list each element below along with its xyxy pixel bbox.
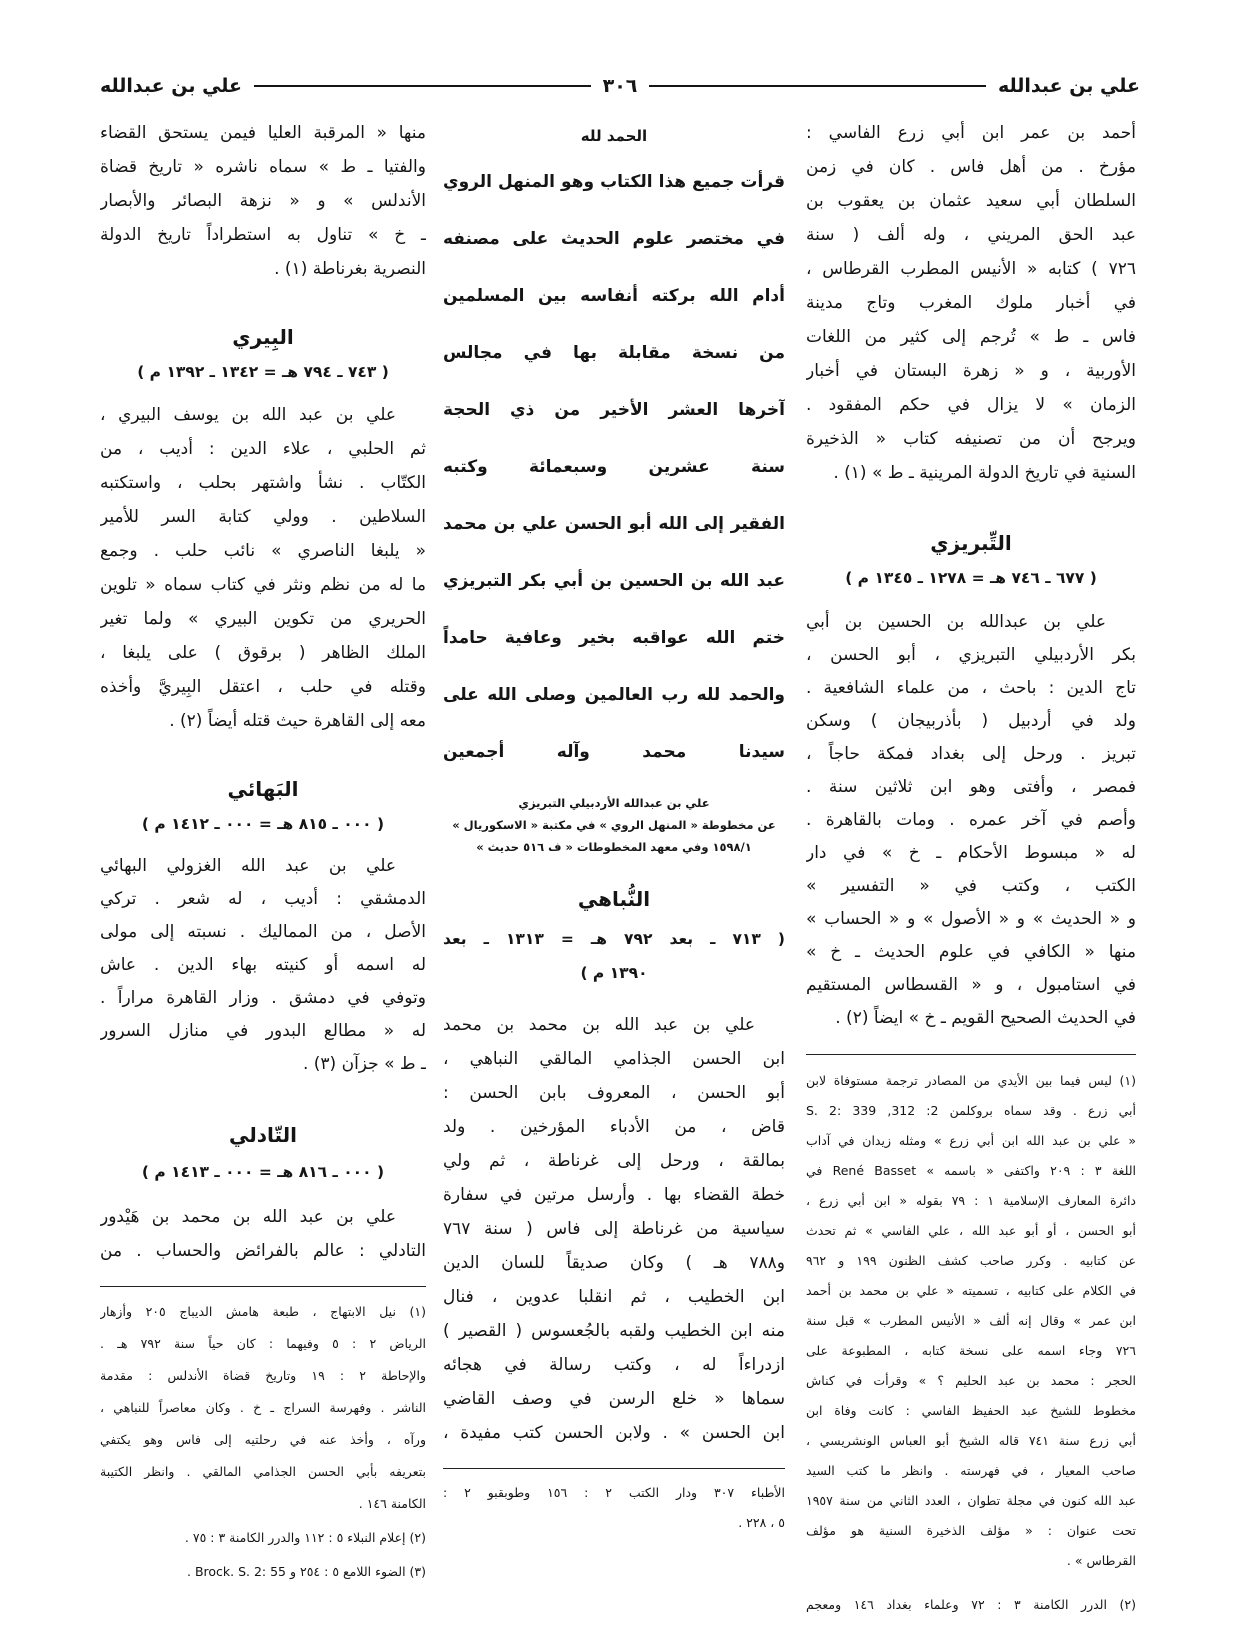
- text-line: ـ ط » جزآن (٣) .: [302, 1054, 426, 1074]
- entry-dates-bahai: ( ٠٠٠ ـ ٨١٥ هـ = ٠٠٠ ـ ١٤١٢ م ): [141, 815, 385, 833]
- text-line: السنية في تاريخ الدولة المرينية ـ ط » (١) .: [833, 463, 1136, 483]
- text-line: مخطوط للشيخ عبد الحفيظ الفاسي : كانت وفاة ابن: [806, 1403, 1136, 1418]
- text-line: سماها « خلع الرسن في وصف القاضي: [443, 1389, 785, 1409]
- text-line: بكر الأردبيلي التبريزي ، أبو الحسن ،: [806, 645, 1136, 665]
- text-line: ـ خ » تناول به استطراداً تاريخ الدولة: [100, 225, 426, 245]
- text-line: معه إلى القاهرة حيث قتله أيضاً (٢) .: [169, 711, 426, 731]
- text-line: الناشر . وفهرسة السراج ـ خ . وكان معاصراً للنباهي ،: [100, 1400, 426, 1415]
- text-line: من نسخة مقابلة بها في مجالس: [443, 343, 785, 363]
- footnote-1: [806, 1066, 1136, 1576]
- text-line: النصرية بغرناطة (١) .: [274, 259, 426, 279]
- text-line: أحمد بن عمر ابن أبي زرع الفاسي :: [806, 123, 1136, 143]
- text-line: دائرة المعارف الإسلامية ١ : ٧٩ بقوله « ابن أبي زرع ،: [806, 1193, 1136, 1208]
- entry-continuation-nubahi: [100, 116, 426, 286]
- running-header-left-title: علي بن عبدالله: [99, 75, 243, 97]
- text-line: والفتيا ـ ط » سماه ناشره « تاريخ قضاة: [100, 157, 426, 177]
- footnote-2: [806, 1590, 1136, 1620]
- footnote-2: [100, 1522, 426, 1554]
- text-line: (١) ليس فيما بين الأيدي من المصادر ترجمة مستوفاة لابن: [806, 1073, 1136, 1088]
- text-line: الأندلس » و « نزهة البصائر والأبصار: [100, 191, 426, 211]
- text-line: (٣) الضوء اللامع ٥ : ٢٥٤ و Brock. S. 2: 55 .: [186, 1564, 426, 1579]
- text-line: وقتله في حلب ، اعتقل البِيريَّ وأخذه: [100, 677, 426, 697]
- text-line: سنة عشرين وسبعمائة وكتبه: [443, 457, 785, 477]
- text-line: عبد الحق المريني ، وله ألف ( سنة: [806, 225, 1136, 245]
- text-line: (٢) الدرر الكامنة ٣ : ٧٢ وعلماء بغداد ١٤٦ ومعجم: [806, 1597, 1136, 1612]
- text-line: في أخبار ملوك المغرب وتاج مدينة: [806, 293, 1136, 313]
- text-line: وأصم في آخر عمره . ومات بالقاهرة .: [806, 810, 1136, 830]
- entry-dates-tadili: ( ٠٠٠ ـ ٨١٦ هـ = ٠٠٠ ـ ١٤١٣ م ): [141, 1163, 385, 1181]
- entry-body-tadili: [100, 1200, 426, 1268]
- text-line: له « مطالع البدور في منازل السرور: [100, 1021, 426, 1041]
- text-line: تبريز . ورحل إلى بغداد فمكة حاجاً ،: [806, 744, 1136, 764]
- entry-heading-nubahi: النُّباهي: [577, 887, 651, 911]
- text-line: قاض ، من الأدباء المؤرخين . ولد: [443, 1117, 785, 1137]
- running-header-right-title: علي بن عبدالله: [997, 75, 1140, 97]
- text-line: في الحديث الصحيح القويم ـ خ » ايضاً (٢) .: [835, 1008, 1136, 1028]
- text-line: الدمشقي : أديب ، له شعر . تركي: [100, 889, 426, 909]
- footnote-separator: [443, 1468, 785, 1469]
- manuscript-image: [443, 118, 785, 781]
- footnote-separator: [806, 1054, 1136, 1055]
- text-line: في استامبول ، و « القسطاس المستقيم: [806, 975, 1136, 995]
- text-line: السلطان أبي سعيد عثمان بن يعقوب بن: [806, 191, 1136, 211]
- left-column: [100, 0, 426, 1638]
- text-line: أدام الله بركته أنفاسه بين المسلمين: [443, 286, 785, 306]
- text-line: منها « المرقبة العليا فيمن يستحق القضاء: [100, 123, 426, 143]
- text-line: ثم الحلبي ، علاء الدين : أديب ، من: [100, 439, 426, 459]
- entry-body-biri: [100, 398, 426, 738]
- entry-heading-tabrizi: التِّبريزي: [930, 531, 1012, 555]
- text-line: الكتب ، وكتب في « التفسير »: [806, 876, 1136, 896]
- text-line: القرطاس » .: [1066, 1553, 1136, 1568]
- text-line: مؤرخ . من أهل فاس . كان في زمن: [806, 157, 1136, 177]
- text-line: خطة القضاء بها . وأرسل مرتين في سفارة: [443, 1185, 785, 1205]
- entry-heading-tadili: التّادلي: [228, 1123, 298, 1147]
- text-line: الكتّاب . نشأ واشتهر بحلب ، واستكتبه: [100, 473, 426, 493]
- footnote-1: [100, 1296, 426, 1520]
- entry-dates-tabrizi: ( ٦٧٧ ـ ٧٤٦ هـ = ١٢٧٨ ـ ١٣٤٥ م ): [845, 569, 1097, 587]
- text-line: أبو الحسن ، المعروف بابن الحسن :: [443, 1083, 785, 1103]
- text-line: الأصل ، من المماليك . نسبته إلى مولى: [100, 922, 426, 942]
- text-line: تاج الدين : باحث ، من علماء الشافعية .: [806, 678, 1136, 698]
- text-line: السلاطين . وولي كتابة السر للأمير: [100, 507, 426, 527]
- text-line: علي بن عبد الله بن يوسف البيري ،: [100, 405, 396, 425]
- text-line: ابن الخطيب ، ثم انقلبا عدوين ، فنال: [443, 1287, 785, 1307]
- entry-heading-bahai: البَهائي: [227, 777, 299, 801]
- text-line: أبو الحسن ، أو أبو عبد الله ، علي الفاسي » ثم تحدث: [806, 1223, 1136, 1238]
- text-line: « علي بن عبد الله ابن أبي زرع » ومثله زيدان في آداب: [806, 1133, 1136, 1148]
- text-line: عبد الله كنون في مجلة تطوان ، العدد الثاني من سنة ١٩٥٧: [806, 1493, 1136, 1508]
- text-line: فاس ـ ط » تُرجم إلى كثير من اللغات: [806, 327, 1136, 347]
- footnote-3: [100, 1556, 426, 1588]
- manuscript-caption: [443, 792, 785, 858]
- text-line: اللغة ٣ : ٢٠٩ واكتفى « باسمه » René Basset في: [806, 1163, 1136, 1178]
- text-line: ازدراءاً له ، وكتب رسالة في هجائه: [443, 1355, 785, 1375]
- page-number: ٣٠٦: [602, 75, 638, 97]
- text-line: عبد الله بن الحسين بن أبي بكر التبريزي: [443, 571, 785, 591]
- text-line: علي بن عبد الله بن محمد بن محمد: [443, 1015, 755, 1035]
- text-line: ١٥٩٨/١ وفي معهد المخطوطات « ف ٥١٦ حديث »: [476, 840, 752, 854]
- text-line: (٢) إعلام النبلاء ٥ : ١١٢ والدرر الكامنة ٣ : ٧٥ .: [184, 1530, 426, 1545]
- manuscript-heading: الحمد لله: [580, 127, 648, 145]
- entry-heading-biri: البِيري: [232, 325, 294, 349]
- text-line: له اسمه أو كنيته بهاء الدين . عاش: [100, 955, 426, 975]
- entry-body-bahai: [100, 850, 426, 1081]
- manuscript-handwriting: [443, 154, 785, 781]
- text-line: ما له من نظم ونثر في كتاب سماه « تلوين: [100, 575, 426, 595]
- text-line: عن مخطوطة « المنهل الروي » في مكتبة « الاسكوريال »: [452, 818, 776, 832]
- text-line: ابن عمر » وقال إنه ألف « الأنيس المطرب » قبل سنة: [806, 1313, 1136, 1328]
- text-line: ابن الحسن الجذامي المالقي النباهي ،: [443, 1049, 785, 1069]
- text-line: ١٣٩٠ م ): [580, 964, 648, 982]
- text-line: ٥ ، ٢٢٨ .: [738, 1515, 785, 1530]
- text-line: ٧٢٦ وجاء اسمه على نسخة كتابه ، المطبوعة على: [806, 1343, 1136, 1358]
- text-line: أبي زرع . وقد سماه بروكلمن 2: 312, S. 2: 339: [806, 1103, 1136, 1118]
- text-line: و « الحديث » و « الأصول » و « الحساب »: [806, 909, 1136, 929]
- text-line: سيدنا محمد وآله أجمعين: [443, 742, 785, 762]
- text-line: ابن الحسن » . ولابن الحسن كتب مفيدة ،: [443, 1423, 785, 1443]
- text-line: (١) نيل الابتهاج ، طبعة هامش الديباج ٢٠٥ وأزهار: [100, 1304, 426, 1319]
- text-line: ختم الله عواقبه بخير وعافية حامداً: [443, 628, 785, 648]
- text-line: الرياض ٢ : ٥ وفيهما : كان حياً سنة ٧٩٢ هـ .: [100, 1336, 426, 1351]
- text-line: ( ٧١٣ ـ بعد ٧٩٢ هـ = ١٣١٣ ـ بعد: [443, 930, 785, 948]
- text-line: قرأت جميع هذا الكتاب وهو المنهل الروي: [443, 172, 785, 192]
- entry-body-nubahi: [443, 1008, 785, 1450]
- text-line: الحريري من تكوين البيري » ولما تغير: [100, 609, 426, 629]
- text-line: سياسية من غرناطة إلى فاس ( سنة ٧٦٧: [443, 1219, 785, 1239]
- text-line: ورآه ، وأخذ عنه في رحلتيه إلى فاس وهو يكتفي: [100, 1432, 426, 1447]
- text-line: « يلبغا الناصري » نائب حلب . وجمع: [100, 541, 426, 561]
- text-line: الأوربية ، و « زهرة البستان في أخبار: [806, 361, 1136, 381]
- text-line: الفقير إلى الله أبو الحسن علي بن محمد: [443, 514, 785, 534]
- text-line: في الكلام على كتابيه ، تسميته « علي بن محمد بن أحمد: [806, 1283, 1136, 1298]
- text-line: تحت عنوان : « مؤلف الذخيرة السنية هو مؤلف: [806, 1523, 1136, 1538]
- text-line: علي بن عبد الله الغزولي البهائي: [100, 856, 396, 876]
- text-line: عن كتابيه . وكرر صاحب كشف الظنون ١٩٩ و ٩٦٢: [806, 1253, 1136, 1268]
- text-line: والحمد لله رب العالمين وصلى الله على: [443, 685, 785, 705]
- text-line: علي بن عبد الله بن محمد بن هَيْدور: [100, 1207, 396, 1227]
- entry-body-tabrizi: [806, 606, 1136, 1035]
- text-line: أبي زرع سنة ٧٤١ قاله الشيخ أبو العباس الونشريسي ،: [806, 1433, 1136, 1448]
- text-line: الملك الظاهر ( برقوق ) على يلبغا ،: [100, 643, 426, 663]
- text-line: ولد في أردبيل ( بأذربيجان ) وسكن: [806, 711, 1136, 731]
- text-line: علي بن عبدالله الأردبيلي التبريزي: [518, 796, 710, 810]
- footnote-continued: [443, 1478, 785, 1538]
- text-line: الزمان » لا يزال في حكم المفقود .: [806, 395, 1136, 415]
- entry-continuation-ibn-abi-zar: [806, 116, 1136, 490]
- text-line: له « مبسوط الأحكام ـ خ » في دار: [806, 843, 1136, 863]
- text-line: علي بن عبدالله بن الحسين بن أبي: [806, 612, 1106, 632]
- text-line: منها « الكافي في علوم الحديث ـ خ »: [806, 942, 1136, 962]
- text-line: الكامنة ١٤٦ .: [358, 1496, 426, 1511]
- right-column: [806, 0, 1136, 1638]
- text-line: الحجر : محمد بن عبد الحليم ؟ » وقرأت في كناش: [806, 1373, 1136, 1388]
- text-line: فمصر ، وأفتى وهو ابن ثلاثين سنة .: [806, 777, 1136, 797]
- text-line: و٧٨٨ هـ ) وكان صديقاً للسان الدين: [443, 1253, 785, 1273]
- text-line: بتعريفه بأبي الحسن الجذامي المالقي . وانظر الكتيبة: [100, 1464, 426, 1479]
- footnote-separator: [100, 1286, 426, 1287]
- text-line: ويرجح أن من تصنيفه كتاب « الذخيرة: [806, 429, 1136, 449]
- entry-dates-nubahi: [443, 922, 785, 990]
- text-line: التادلي : عالم بالفرائض والحساب . من: [100, 1241, 426, 1261]
- text-line: وتوفي في دمشق . وزار القاهرة مراراً .: [100, 988, 426, 1008]
- text-line: صاحب المعيار ، في فهرسته . وانظر ما كتب السيد: [806, 1463, 1136, 1478]
- text-line: الأطباء ٣٠٧ ودار الكتب ٢ : ١٥٦ وطوبقبو ٢ :: [443, 1485, 785, 1500]
- text-line: ٧٢٦ ) كتابه « الأنيس المطرب القرطاس ،: [806, 259, 1136, 279]
- middle-column: [443, 0, 785, 1638]
- entry-dates-biri: ( ٧٤٣ ـ ٧٩٤ هـ = ١٣٤٢ ـ ١٣٩٢ م ): [137, 363, 389, 381]
- text-line: بمالقة ، ورحل إلى غرناطة ، ثم ولي: [443, 1151, 785, 1171]
- text-line: آخرها العشر الأخير من ذي الحجة: [443, 400, 785, 420]
- text-line: منه ابن الخطيب ولقبه بالجُعسوس ( القصير ): [443, 1321, 785, 1341]
- text-line: والإحاطة ٢ : ١٩ وتاريخ قضاة الأندلس : مقدمة: [100, 1368, 426, 1383]
- text-line: في مختصر علوم الحديث على مصنفه: [443, 229, 785, 249]
